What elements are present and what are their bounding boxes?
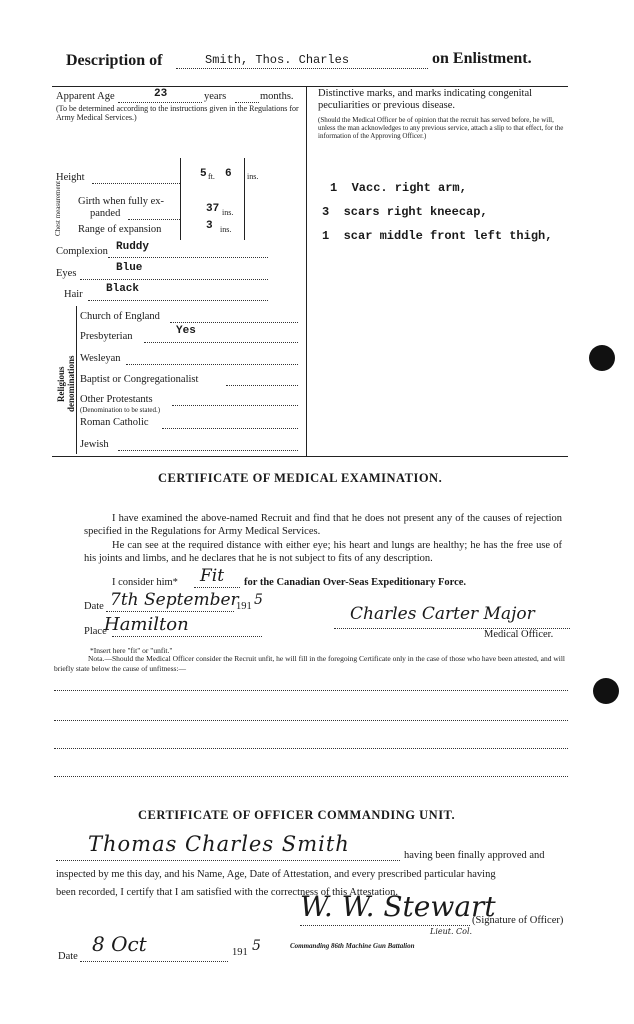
presbyterian-label: Presbyterian	[80, 331, 133, 342]
other-line	[172, 405, 298, 406]
officer-year-prefix: 191	[232, 947, 248, 958]
punch-hole-top	[589, 345, 615, 371]
punch-hole-bottom	[593, 678, 619, 704]
ft-label: ft.	[208, 172, 215, 181]
age-note: (To be determined according to the instructions given in the Regulations for Army Medical Services.)	[56, 104, 299, 122]
medical-date-line	[106, 611, 234, 612]
girth-label-1: Girth when fully ex-	[78, 196, 165, 207]
officer-line-1-tail: having been finally approved and	[404, 850, 545, 861]
denomination-note: (Denomination to be stated.)	[80, 406, 161, 414]
roman-catholic-label: Roman Catholic	[80, 417, 149, 428]
age-line	[118, 102, 202, 103]
medical-signature: Charles Carter Major	[350, 604, 535, 624]
catholic-line	[162, 428, 298, 429]
girth-value: 37	[206, 203, 220, 215]
officer-date-value: 8 Oct	[92, 932, 147, 956]
age-value: 23	[154, 88, 168, 100]
complexion-line	[108, 257, 268, 258]
height-line	[92, 183, 180, 184]
hair-line	[88, 300, 268, 301]
ins-label: ins.	[247, 172, 259, 181]
presbyterian-line	[144, 342, 298, 343]
measure-col-left	[180, 158, 181, 240]
church-line	[170, 322, 298, 323]
unfit-line-4	[54, 776, 568, 777]
officer-line-3: been recorded, I certify that I am satisfied with the correctness of this Attestation.	[56, 887, 399, 898]
medical-year-suffix: 5	[254, 592, 263, 608]
medical-year-prefix: 191	[236, 601, 252, 612]
hair-label: Hair	[64, 289, 83, 300]
officer-signature: W. W. Stewart	[300, 890, 496, 923]
medical-place-line	[112, 636, 262, 637]
unfit-line-2	[54, 720, 568, 721]
age-label: Apparent Age	[56, 91, 115, 102]
religion-bracket	[76, 306, 77, 454]
marks-label-1: Distinctive marks, and marks indicating congenital	[318, 88, 533, 99]
complexion-label: Complexion	[56, 246, 108, 257]
other-protestants-label: Other Protestants	[80, 394, 153, 405]
fit-value: Fit	[200, 566, 225, 586]
header-name: Smith, Thos. Charles	[205, 53, 350, 67]
consider-tail: for the Canadian Over-Seas Expeditionary Force.	[244, 577, 467, 588]
eyes-value: Blue	[116, 262, 143, 274]
unfit-line-3	[54, 748, 568, 749]
mark-1: 1 Vacc. right arm,	[330, 181, 467, 195]
table-bottom-border	[52, 456, 568, 457]
officer-date-line	[80, 961, 228, 962]
church-of-england: Church of England	[80, 311, 160, 322]
commanding-stamp: Commanding 86th Machine Gun Battalion	[290, 942, 415, 950]
eyes-line	[80, 279, 268, 280]
table-top-border	[52, 86, 568, 87]
officer-line-2: inspected by me this day, and his Name, Age, Date of Attestation, and every prescribed particular having	[56, 869, 496, 880]
jewish-label: Jewish	[80, 439, 109, 450]
marks-label-2: peculiarities or previous disease.	[318, 100, 456, 111]
height-ft-value: 5	[200, 168, 207, 180]
height-in-value: 6	[225, 168, 232, 180]
recruit-name-line	[56, 860, 400, 861]
header-name-line	[176, 68, 428, 69]
girth-label-2: panded	[90, 208, 121, 219]
signature-of-officer-label: (Signature of Officer)	[472, 915, 564, 926]
mark-3: 1 scar middle front left thigh,	[322, 229, 553, 243]
recruit-name-signature: Thomas Charles Smith	[88, 832, 350, 856]
religion-side-1: Religious	[56, 366, 66, 402]
insert-note: *Insert here "fit" or "unfit."	[90, 646, 173, 655]
officer-heading: CERTIFICATE OF OFFICER COMMANDING UNIT.	[138, 808, 456, 822]
medical-place-label: Place	[84, 626, 107, 637]
jewish-line	[118, 450, 298, 451]
column-divider	[306, 86, 307, 456]
wesleyan-label: Wesleyan	[80, 353, 121, 364]
baptist-label: Baptist or Congregationalist	[80, 374, 199, 385]
religion-side-2: denominations	[66, 355, 76, 412]
height-label: Height	[56, 172, 85, 183]
header-title-left: Description of	[66, 52, 163, 69]
marks-note: (Should the Medical Officer be of opinion that the recruit has served before, he will, unless the man acknowledges to any previous service, attach a slip to that effect, for the information of the Approving Officer.)	[318, 116, 564, 140]
nota: Nota.—Should the Medical Officer consider the Recruit unfit, he will fill in the foregoing Certificate only in the case of those who have been attested, and will briefly state below the cause of unfitness:—	[54, 654, 566, 673]
fit-line	[194, 587, 240, 588]
girth-line	[128, 219, 180, 220]
presbyterian-value: Yes	[176, 325, 196, 337]
medical-place-value: Hamilton	[104, 614, 189, 635]
medical-date-label: Date	[84, 601, 104, 612]
officer-year-suffix: 5	[252, 938, 261, 954]
expansion-value: 3	[206, 220, 213, 232]
officer-date-label: Date	[58, 951, 78, 962]
measure-col-right	[244, 158, 245, 240]
unfit-line-1	[54, 690, 568, 691]
consider-label: I consider him*	[112, 577, 178, 588]
months-label: months.	[260, 91, 294, 102]
hair-value: Black	[106, 283, 140, 295]
months-line	[235, 102, 259, 103]
baptist-line	[226, 385, 298, 386]
years-label: years	[204, 91, 227, 102]
mark-2: 3 scars right kneecap,	[322, 205, 488, 219]
medical-para-1: I have examined the above-named Recruit and find that he does not present any of the causes of rejection specified in the Regulations for Army Medical Services.	[84, 513, 562, 537]
medical-officer-label: Medical Officer.	[484, 629, 554, 640]
medical-heading: CERTIFICATE OF MEDICAL EXAMINATION.	[158, 471, 443, 485]
expansion-ins: ins.	[220, 225, 232, 234]
girth-ins: ins.	[222, 208, 234, 217]
officer-signature-line	[300, 925, 470, 926]
rank-stamp: Lieut. Col.	[430, 927, 473, 936]
header-title-right: on Enlistment.	[432, 50, 532, 67]
medical-date-value: 7th September	[110, 590, 239, 610]
medical-para-2: He can see at the required distance with either eye; his heart and lungs are healthy; he has the free use of his joints and limbs, and he declares that he is not subject to fits of any description.	[84, 540, 562, 564]
expansion-label: Range of expansion	[78, 224, 162, 235]
eyes-label: Eyes	[56, 268, 77, 279]
complexion-value: Ruddy	[116, 241, 150, 253]
chest-side-label: Chest measurement	[54, 180, 62, 236]
wesleyan-line	[126, 364, 298, 365]
